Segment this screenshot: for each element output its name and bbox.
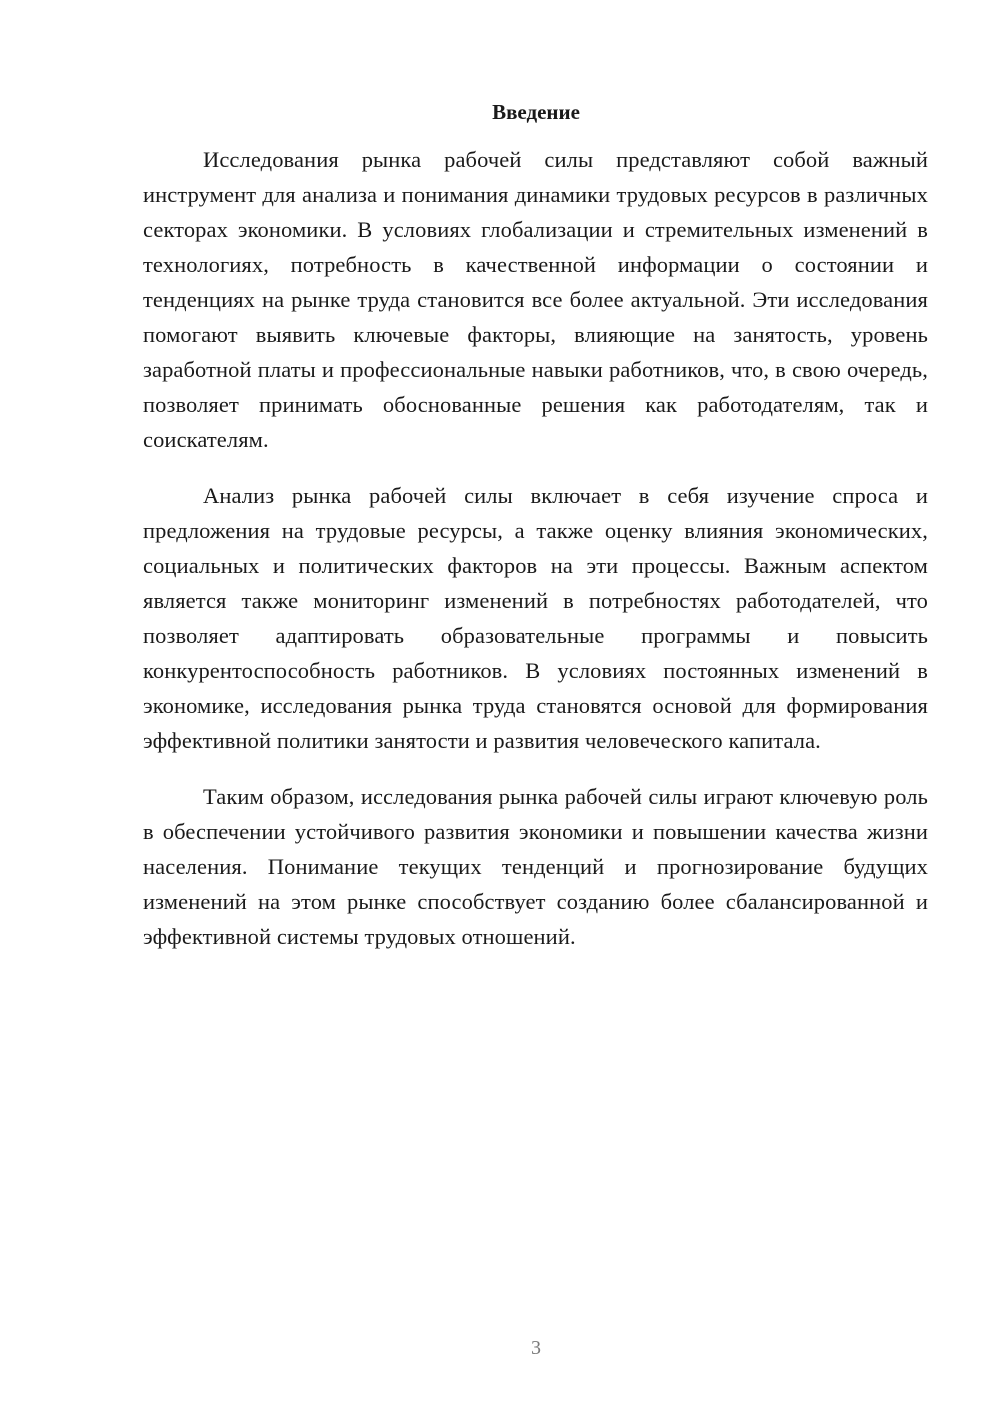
paragraph-3: Таким образом, исследования рынка рабочей силы играют ключевую роль в обеспечении устойчивого развития экономики и повышении качества жизни населения. Понимание текущих тенденций и прогнозирование будущих изменений на этом рынке способствует созданию более сбалансированной и эффективной системы трудовых отношений. (143, 784, 928, 949)
section-heading: Введение (492, 100, 580, 124)
paragraph-1: Исследования рынка рабочей силы представляют собой важный инструмент для анализа и понимания динамики трудовых ресурсов в различных секторах экономики. В условиях глобализации и стремительных изменений в технологиях, потребность в качественной информации о состоянии и тенденциях на рынке труда становится все более актуальной. Эти исследования помогают выявить ключевые факторы, влияющие на занятость, уровень заработной платы и профессиональные навыки работников, что, в свою очередь, позволяет принимать обоснованные решения как работодателям, так и соискателям. (143, 147, 928, 452)
page-number: 3 (531, 1337, 541, 1359)
paragraph-2: Анализ рынка рабочей силы включает в себя изучение спроса и предложения на трудовые ресурсы, а также оценку влияния экономических, социальных и политических факторов на эти процессы. Важным аспектом является также мониторинг изменений в потребностях работодателей, что позволяет адаптировать образовательные программы и повысить конкурентоспособность работников. В условиях постоянных изменений в экономике, исследования рынка труда становятся основой для формирования эффективной политики занятости и развития человеческого капитала. (143, 483, 928, 753)
body-text (143, 142, 928, 975)
